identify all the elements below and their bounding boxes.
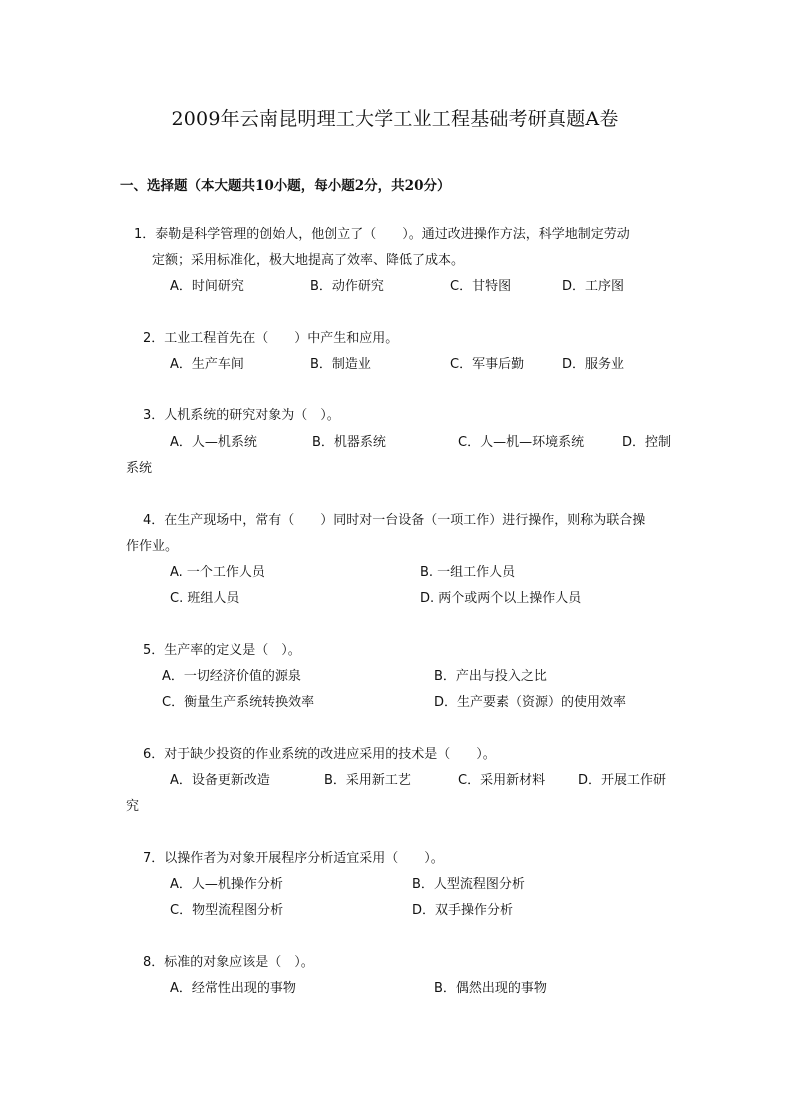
question-6-option-d: D．开展工作研 [578,773,667,788]
question-4-option-a: A. 一个工作人员 [170,565,265,580]
question-2-option-d: D．服务业 [562,357,625,372]
question-6-option-b: B．采用新工艺 [324,773,411,788]
question-4-option-b: B. 一组工作人员 [420,565,516,580]
question-2-option-a: A．生产车间 [170,357,244,372]
question-5-option-d: D．生产要素（资源）的使用效率 [434,695,627,710]
question-7-option-c: C．物型流程图分析 [170,903,284,918]
question-7-option-d: D．双手操作分析 [412,903,514,918]
question-6-option-a: A．设备更新改造 [170,773,270,788]
question-1-stem-line-2: 定额；采用标准化，极大地提高了效率、降低了成本。 [152,253,465,268]
question-5-stem: 5．生产率的定义是（ ）。 [143,643,301,658]
question-1-option-b: B．动作研究 [310,279,384,294]
question-8-option-b: B．偶然出现的事物 [434,981,547,996]
question-3-option-d-wrap: 系统 [126,461,153,476]
question-6-option-d-wrap: 究 [126,799,140,814]
question-7-option-b: B．人型流程图分析 [412,877,525,892]
question-4-option-c: C. 班组人员 [170,591,240,606]
question-3-option-d: D．控制 [622,435,672,450]
question-8-option-a: A．经常性出现的事物 [170,981,296,996]
question-3-option-b: B．机器系统 [312,435,386,450]
question-5-option-c: C．衡量生产系统转换效率 [162,695,315,710]
page-title: 2009年云南昆明理工大学工业工程基础考研真题A卷 [171,108,619,130]
question-7-stem: 7．以操作者为对象开展程序分析适宜采用（ ）。 [143,851,444,866]
question-1-option-a: A．时间研究 [170,279,244,294]
question-2-stem: 2．工业工程首先在（ ）中产生和应用。 [143,331,399,346]
question-4-stem-line-2: 作作业。 [126,539,179,554]
question-1-option-c: C．甘特图 [450,279,512,294]
question-1-option-d: D．工序图 [562,279,625,294]
question-5-option-b: B．产出与投入之比 [434,669,547,684]
question-6-stem: 6．对于缺少投资的作业系统的改进应采用的技术是（ ）。 [143,747,496,762]
question-3-stem: 3．人机系统的研究对象为（ ）。 [143,408,340,423]
question-6-option-c: C．采用新材料 [458,773,546,788]
question-2-option-c: C．军事后勤 [450,357,525,372]
question-4-option-d: D. 两个或两个以上操作人员 [420,591,582,606]
section-heading: 一、选择题（本大题共10小题，每小题2分，共20分） [120,178,451,194]
question-3-option-c: C．人—机—环境系统 [458,435,585,450]
question-1-stem-line-1: 1．泰勒是科学管理的创始人，他创立了（ ）。通过改进操作方法，科学地制定劳动 [134,227,630,242]
question-5-option-a: A．一切经济价值的源泉 [162,669,301,684]
question-3-option-a: A．人—机系统 [170,435,257,450]
question-7-option-a: A．人—机操作分析 [170,877,283,892]
question-4-stem-line-1: 4．在生产现场中，常有（ ）同时对一台设备（一项工作）进行操作，则称为联合操 [143,513,646,528]
question-2-option-b: B．制造业 [310,357,371,372]
question-8-stem: 8．标准的对象应该是（ ）。 [143,955,314,970]
